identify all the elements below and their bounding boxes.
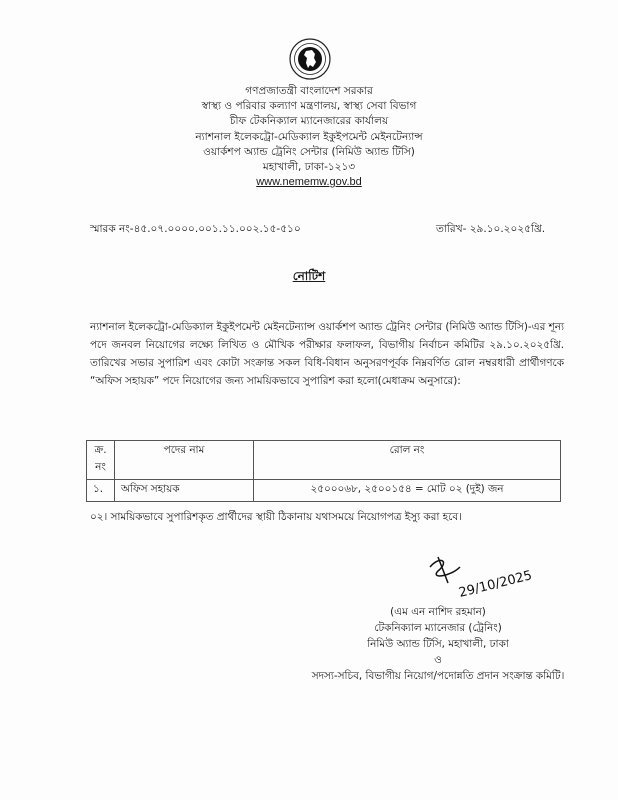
header-line-office: চীফ টেকনিক্যাল ম্যানেজারের কার্যালয়	[229, 115, 389, 127]
cell-serial: ১.	[87, 480, 115, 502]
header-line-workshop: ওয়ার্কশপ অ্যান্ড ট্রেনিং সেন্টার (নিমিউ অ্যান্ড টিসি)	[203, 146, 415, 158]
header-post-name: পদের নাম	[115, 441, 254, 480]
signature-mark	[420, 553, 570, 605]
table-header-row	[87, 441, 561, 480]
government-seal-icon	[289, 38, 331, 80]
header-line-govt: গণপ্রজাতন্ত্রী বাংলাদেশ সরকার	[245, 85, 373, 97]
website-link[interactable]: www.nememw.gov.bd	[256, 176, 362, 188]
header-serial: ক্র. নং	[87, 441, 115, 480]
memo-reference: স্মারক নং-৪৫.০৭.০০০০.০০১.১১.০০২.১৫-৫১০	[90, 223, 301, 235]
recommendation-table	[86, 440, 561, 502]
signatory-block	[288, 604, 588, 684]
cell-post-name: অফিস সহায়ক	[115, 480, 254, 502]
signature-date: 29/10/2025	[457, 568, 534, 601]
header-website[interactable]	[0, 175, 618, 190]
header-line-ministry: স্বাস্থ্য ও পরিবার কল্যাণ মন্ত্রণালয়, স্বাস্থ্য সেবা বিভাগ	[201, 100, 417, 112]
cell-roll-no: ২৫০০০৬৮, ২৫০০১৫৪ = মোট ০২ (দুই) জন	[254, 480, 561, 502]
title-text: নোটিশ	[292, 269, 326, 283]
memo-date: তারিখ- ২৯.১০.২০২৫খ্রি.	[436, 223, 546, 235]
signatory-office: নিমিউ অ্যান্ড টিসি, মহাখালী, ঢাকা	[367, 638, 509, 650]
header-roll-no: রোল নং	[254, 441, 561, 480]
header-line-address: মহাখালী, ঢাকা-১২১৩	[262, 161, 356, 173]
issuance-note: ০২। সাময়িকভাবে সুপারিশকৃত প্রার্থীদের স্থায়ী ঠিকানায় যথাসময়ে নিয়োগপত্র ইস্যু করা হবে।	[90, 511, 462, 523]
signatory-and: ও	[434, 654, 442, 666]
page-title	[0, 268, 618, 288]
header-line-institute: ন্যাশনাল ইলেকট্রো-মেডিক্যাল ইকুইপমেন্ট মেইনটেন্যান্স	[195, 131, 423, 143]
notice-body: ন্যাশনাল ইলেকট্রো-মেডিক্যাল ইকুইপমেন্ট মেইনটেন্যান্স ওয়ার্কশপ অ্যান্ড ট্রেনিং সেন্টার (নিমিউ অ্যান্ড টিসি)-এর শূন্য পদে জনবল নিয়োগের লক্ষ্যে লিখিত ও মৌখিক পরীক্ষার ফলাফল, বিভাগীয় নির্বাচন কমিটির ২৯.১০.২০২৫খ্রি. তারিখের সভার সুপারিশ এবং কোটা সংক্রান্ত সকল বিধি-বিধান অনুসরণপূর্বক নিম্নবর্ণিত রোল নম্বরধারী প্রার্থীগণকে “অফিস সহায়ক” পদে নিয়োগের জন্য সাময়িকভাবে সুপারিশ করা হলো(মেধাক্রম অনুসারে):	[90, 321, 564, 387]
table-row	[87, 480, 561, 502]
signatory-committee: সদস্য-সচিব, বিভাগীয় নিয়োগ/পদোন্নতি প্রদান সংক্রান্ত কমিটি।	[311, 670, 565, 682]
signatory-designation: টেকনিক্যাল ম্যানেজার (ট্রেনিং)	[374, 622, 502, 634]
signatory-name: (এম এন নাশিদ রহমান)	[390, 606, 486, 618]
